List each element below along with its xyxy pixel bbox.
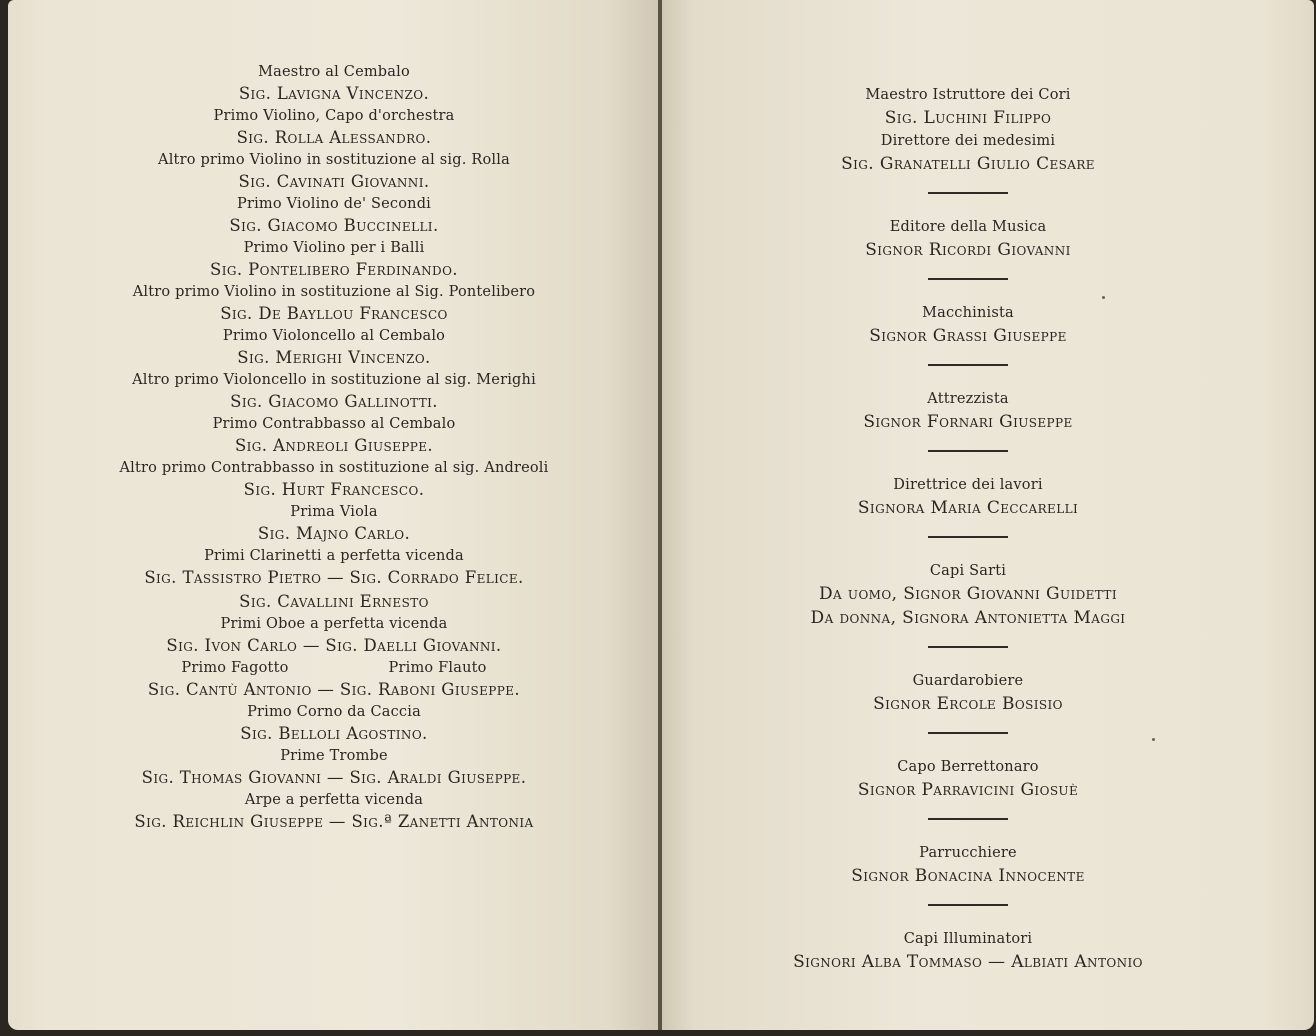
person-name: Sig. Lavigna Vincenzo.: [238, 84, 430, 103]
role-label-bassoon: Primo Fagotto: [181, 660, 289, 676]
person-name: Sig. Cantù Antonio — Sig. Raboni Giuseppe.: [147, 680, 521, 699]
role-label: Capi Illuminatori: [903, 931, 1033, 947]
role-label: Arpe a perfetta vicenda: [244, 792, 424, 808]
person-name: Sig. Cavallini Ernesto: [239, 592, 429, 611]
role-label: Prima Viola: [290, 504, 378, 520]
person-name: Sig. Ivon Carlo — Sig. Daelli Giovanni.: [166, 636, 502, 655]
role-label: Primo Violoncello al Cembalo: [222, 328, 446, 344]
role-label: Primo Violino per i Balli: [243, 240, 425, 256]
person-name: Signor Fornari Giuseppe: [863, 412, 1073, 432]
person-name: Sig. Andreoli Giuseppe.: [234, 436, 434, 455]
staff-list: [662, 84, 1274, 974]
role-label: Editore della Musica: [889, 219, 1047, 235]
role-label: Capo Berrettonaro: [897, 759, 1039, 775]
paper-fleck: [1102, 296, 1105, 299]
person-name: Sig. Reichlin Giuseppe — Sig.ª Zanetti Antonia: [134, 812, 534, 831]
orchestra-list: [8, 62, 660, 834]
person-name: Signor Grassi Giuseppe: [869, 326, 1067, 346]
role-label: Primo Violino, Capo d'orchestra: [213, 108, 455, 124]
role-label: Primo Violino de' Secondi: [236, 196, 432, 212]
person-name: Sig. Cavinati Giovanni.: [238, 172, 430, 191]
role-label: Prime Trombe: [280, 748, 388, 764]
person-name: Sig. Merighi Vincenzo.: [237, 348, 431, 367]
role-label: Primo Contrabbasso al Cembalo: [212, 416, 456, 432]
role-label: Altro primo Violino in sostituzione al sig. Rolla: [158, 152, 510, 168]
person-name: Sig. Thomas Giovanni — Sig. Araldi Giuseppe.: [141, 768, 527, 787]
person-name: Signor Ercole Bosisio: [873, 694, 1063, 714]
divider-rule: [928, 278, 1008, 280]
person-name: Da uomo, Signor Giovanni Guidetti: [819, 584, 1117, 604]
left-page: [8, 0, 660, 1030]
role-label: Primi Oboe a perfetta vicenda: [220, 616, 448, 632]
role-label: Maestro Istruttore dei Cori: [865, 87, 1071, 103]
divider-rule: [928, 904, 1008, 906]
role-label: Maestro al Cembalo: [258, 64, 410, 80]
divider-rule: [928, 192, 1008, 194]
person-name: Sig. Belloli Agostino.: [240, 724, 428, 743]
paper-fleck: [1152, 738, 1155, 741]
person-name: Sig. Giacomo Buccinelli.: [229, 216, 439, 235]
person-name: Signor Parravicini Giosuè: [857, 780, 1079, 800]
person-name: Sig. Giacomo Gallinotti.: [230, 392, 438, 411]
role-label: Direttrice dei lavori: [893, 477, 1043, 493]
divider-rule: [928, 364, 1008, 366]
divider-rule: [928, 818, 1008, 820]
role-label: Attrezzista: [927, 391, 1009, 407]
divider-rule: [928, 536, 1008, 538]
role-label: Guardarobiere: [912, 673, 1024, 689]
role-label: Parrucchiere: [919, 845, 1017, 861]
person-name: Sig. Luchini Filippo: [884, 108, 1052, 128]
person-name: Sig. De Bayllou Francesco: [220, 304, 448, 323]
role-label: Altro primo Contrabbasso in sostituzione al sig. Andreoli: [119, 460, 549, 476]
person-name: Sig. Granatelli Giulio Cesare: [841, 154, 1095, 174]
divider-rule: [928, 732, 1008, 734]
role-label: Primi Clarinetti a perfetta vicenda: [204, 548, 464, 564]
person-name: Signori Alba Tommaso — Albiati Antonio: [793, 952, 1143, 972]
person-name: Sig. Pontelibero Ferdinando.: [210, 260, 458, 279]
role-label-flute: Primo Flauto: [388, 660, 487, 676]
role-label: Macchinista: [922, 305, 1014, 321]
divider-rule: [928, 450, 1008, 452]
role-label: Direttore dei medesimi: [880, 133, 1056, 149]
person-name: Signora Maria Ceccarelli: [857, 498, 1079, 518]
paired-role-labels: [8, 658, 660, 678]
role-label: Altro primo Violoncello in sostituzione al sig. Merighi: [132, 372, 536, 388]
person-name: Signor Bonacina Innocente: [851, 866, 1085, 886]
person-name: Da donna, Signora Antonietta Maggi: [810, 608, 1126, 628]
person-name: Sig. Hurt Francesco.: [243, 480, 425, 499]
role-label: Primo Corno da Caccia: [247, 704, 421, 720]
person-name: Sig. Tassistro Pietro — Sig. Corrado Felice.: [144, 568, 524, 587]
role-label: Capi Sarti: [929, 563, 1007, 579]
person-name: Sig. Rolla Alessandro.: [236, 128, 432, 147]
person-name: Signor Ricordi Giovanni: [865, 240, 1071, 260]
right-page: [662, 0, 1314, 1030]
person-name: Sig. Majno Carlo.: [257, 524, 411, 543]
divider-rule: [928, 646, 1008, 648]
role-label: Altro primo Violino in sostituzione al Sig. Pontelibero: [132, 284, 536, 300]
